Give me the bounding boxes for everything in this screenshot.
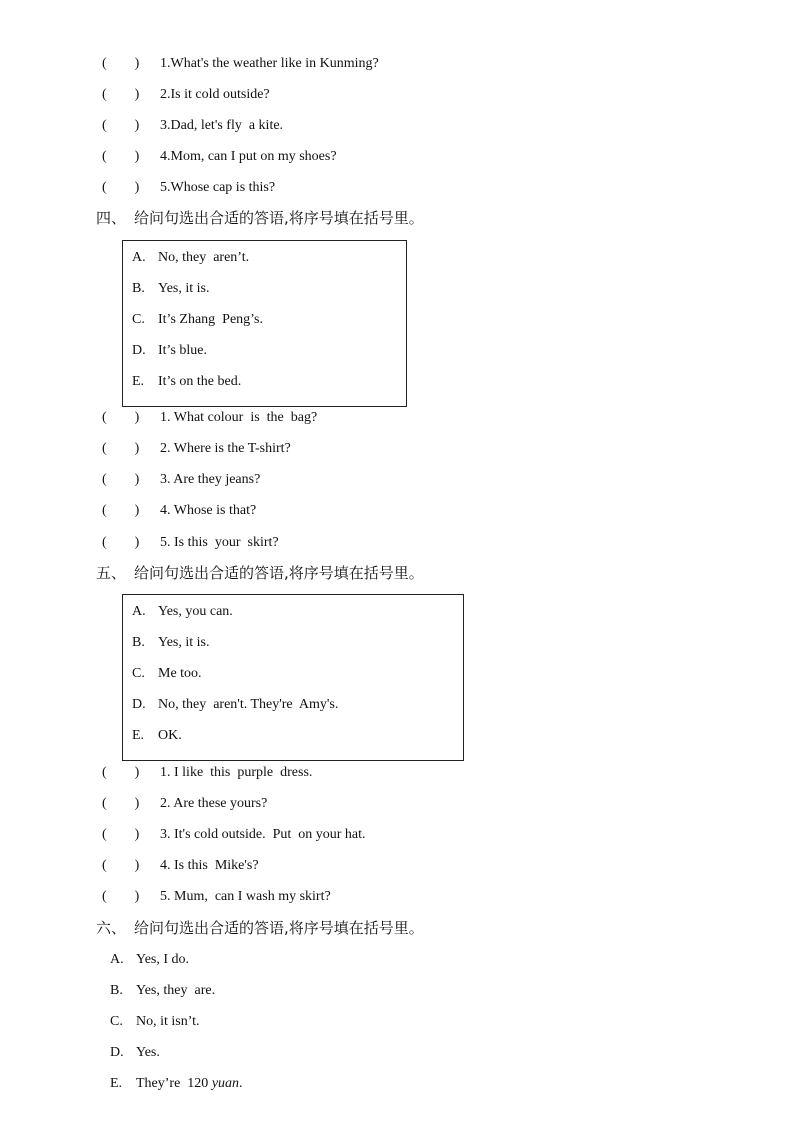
- option-item: A. Yes, I do.: [110, 952, 190, 967]
- question-text: 4.Mom, can I put on my shoes?: [160, 149, 337, 164]
- option-item: E. OK.: [132, 728, 182, 743]
- question-text: 1. What colour is the bag?: [160, 410, 318, 425]
- question-text: 3.Dad, let's fly a kite.: [160, 118, 284, 133]
- question-text: 1. I like this purple dress.: [160, 765, 313, 780]
- answer-blank[interactable]: ( ): [102, 503, 140, 518]
- options-box: [122, 594, 464, 761]
- options-box: [122, 240, 407, 407]
- answer-blank[interactable]: ( ): [102, 410, 140, 425]
- option-item: C. It’s Zhang Peng’s.: [132, 312, 263, 327]
- answer-blank[interactable]: ( ): [102, 535, 140, 550]
- option-item: B. Yes, it is.: [132, 281, 210, 296]
- section-number: 四、: [96, 209, 127, 227]
- option-item: E. It’s on the bed.: [132, 374, 242, 389]
- answer-blank[interactable]: ( ): [102, 827, 140, 842]
- section-instruction: 给问句选出合适的答语,将序号填在括号里。: [134, 564, 424, 582]
- answer-blank[interactable]: ( ): [102, 796, 140, 811]
- option-item: D. It’s blue.: [132, 343, 207, 358]
- question-text: 2. Where is the T-shirt?: [160, 441, 291, 456]
- answer-blank[interactable]: ( ): [102, 889, 140, 904]
- question-text: 3. It's cold outside. Put on your hat.: [160, 827, 366, 842]
- section-number: 六、: [96, 919, 127, 937]
- option-item: D. No, they aren't. They're Amy's.: [132, 697, 339, 712]
- option-item: E. They’re 120 yuan.: [110, 1076, 243, 1091]
- question-text: 4. Whose is that?: [160, 503, 257, 518]
- option-item: A. Yes, you can.: [132, 604, 233, 619]
- answer-blank[interactable]: ( ): [102, 180, 140, 195]
- option-item: C. No, it isn’t.: [110, 1014, 200, 1029]
- option-item: A. No, they aren’t.: [132, 250, 250, 265]
- answer-blank[interactable]: ( ): [102, 56, 140, 71]
- answer-blank[interactable]: ( ): [102, 858, 140, 873]
- answer-blank[interactable]: ( ): [102, 765, 140, 780]
- question-text: 5.Whose cap is this?: [160, 180, 276, 195]
- question-text: 3. Are they jeans?: [160, 472, 261, 487]
- section-number: 五、: [96, 564, 127, 582]
- question-text: 5. Mum, can I wash my skirt?: [160, 889, 331, 904]
- answer-blank[interactable]: ( ): [102, 87, 140, 102]
- section-instruction: 给问句选出合适的答语,将序号填在括号里。: [134, 919, 424, 937]
- question-text: 1.What's the weather like in Kunming?: [160, 56, 379, 71]
- question-text: 2.Is it cold outside?: [160, 87, 270, 102]
- answer-blank[interactable]: ( ): [102, 441, 140, 456]
- option-item: C. Me too.: [132, 666, 202, 681]
- question-text: 4. Is this Mike's?: [160, 858, 259, 873]
- option-item: B. Yes, they are.: [110, 983, 216, 998]
- answer-blank[interactable]: ( ): [102, 149, 140, 164]
- option-item: D. Yes.: [110, 1045, 160, 1060]
- answer-blank[interactable]: ( ): [102, 118, 140, 133]
- section-instruction: 给问句选出合适的答语,将序号填在括号里。: [134, 209, 424, 227]
- question-text: 2. Are these yours?: [160, 796, 268, 811]
- question-text: 5. Is this your skirt?: [160, 535, 279, 550]
- answer-blank[interactable]: ( ): [102, 472, 140, 487]
- option-item: B. Yes, it is.: [132, 635, 210, 650]
